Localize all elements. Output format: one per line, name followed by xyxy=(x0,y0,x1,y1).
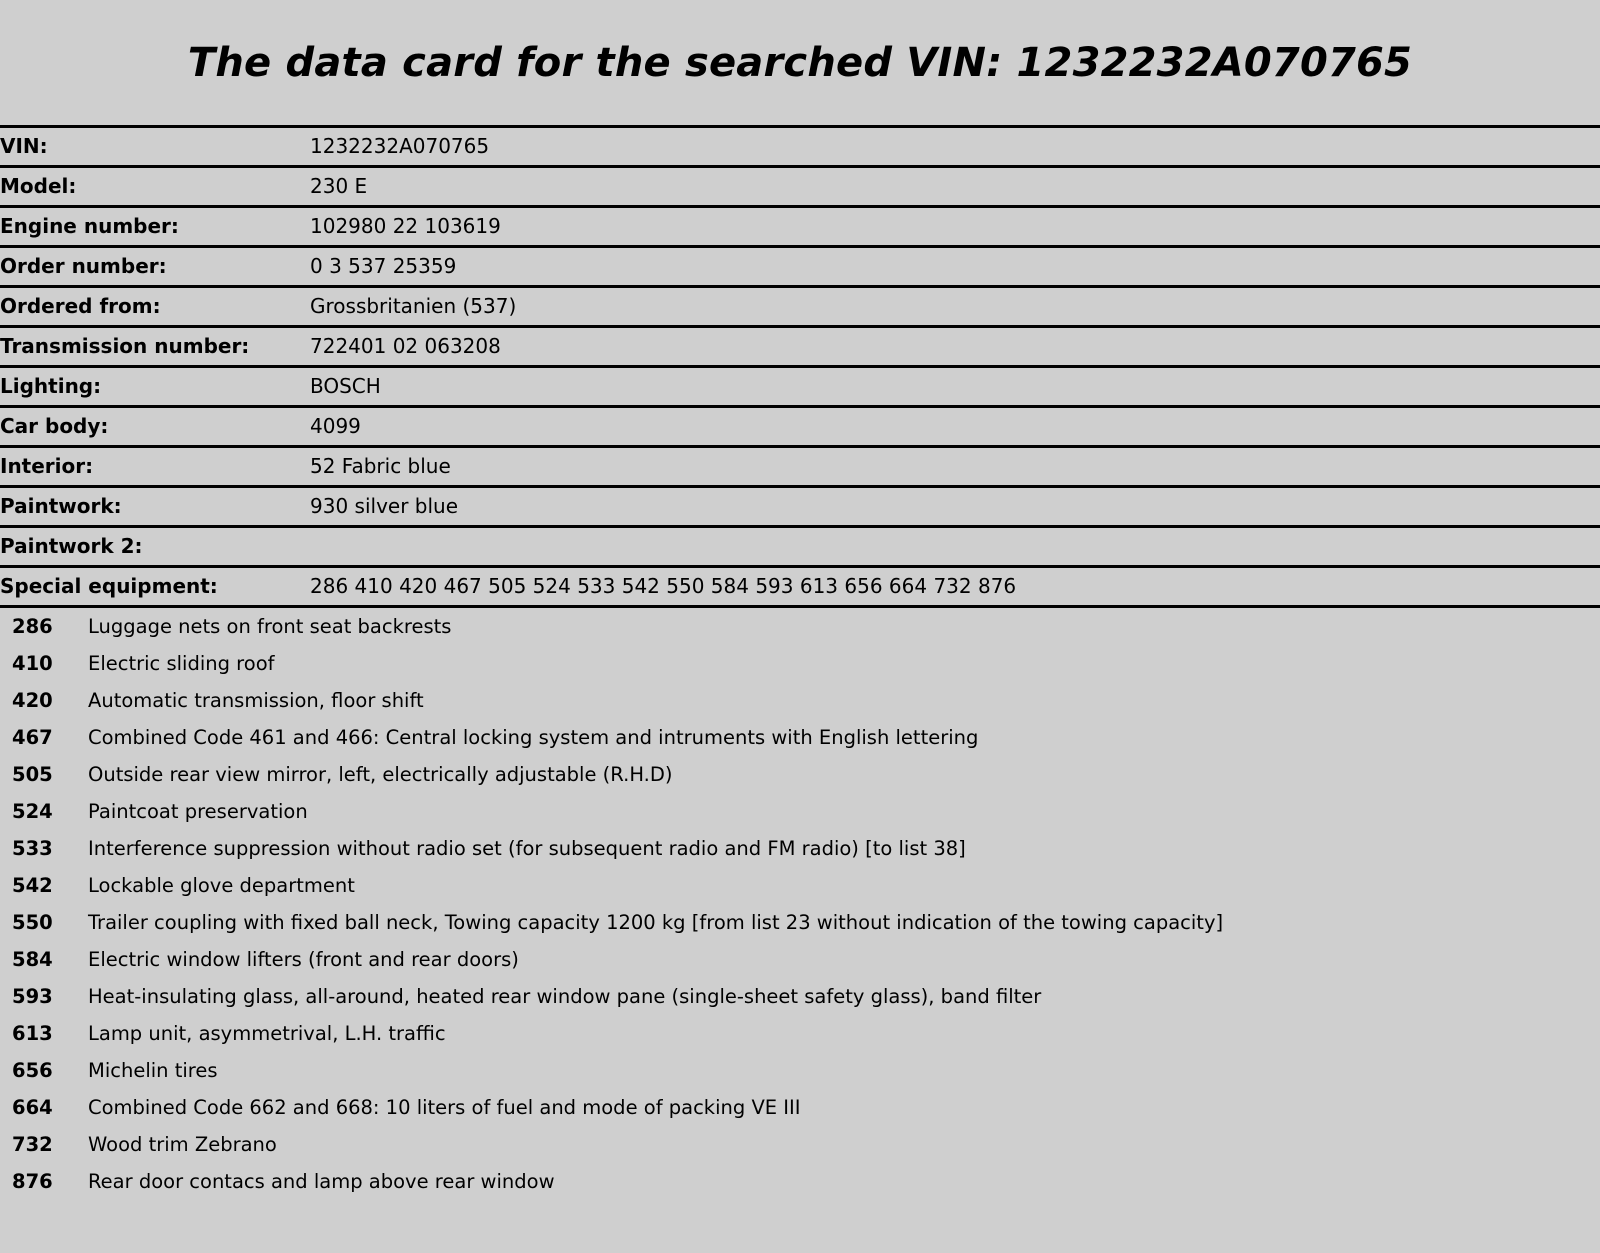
list-item xyxy=(0,1052,1600,1089)
field-value-car-body: 4099 xyxy=(310,407,1600,447)
table-row xyxy=(0,167,1600,207)
equipment-description: Wood trim Zebrano xyxy=(88,1133,277,1156)
equipment-description: Interference suppression without radio set (for subsequent radio and FM radio) [to list 38] xyxy=(88,837,966,860)
special-equipment-body xyxy=(0,608,1600,1200)
list-item xyxy=(0,1015,1600,1052)
equipment-description: Combined Code 662 and 668: 10 liters of fuel and mode of packing VE III xyxy=(88,1096,801,1119)
equipment-code: 613 xyxy=(12,1022,53,1045)
equipment-description: Luggage nets on front seat backrests xyxy=(88,615,452,638)
equipment-description: Lockable glove department xyxy=(88,874,355,897)
table-row xyxy=(0,207,1600,247)
equipment-code: 420 xyxy=(12,689,53,712)
equipment-description: Trailer coupling with fixed ball neck, Towing capacity 1200 kg [from list 23 without indication of the towing capacity] xyxy=(88,911,1224,934)
field-label-interior: Interior: xyxy=(0,447,310,487)
field-label-order-number: Order number: xyxy=(0,247,310,287)
field-value-paintwork-2 xyxy=(310,527,1600,567)
list-item xyxy=(0,941,1600,978)
equipment-description: Paintcoat preservation xyxy=(88,800,308,823)
table-row xyxy=(0,487,1600,527)
table-row xyxy=(0,447,1600,487)
equipment-code: 584 xyxy=(12,948,53,971)
equipment-description: Combined Code 461 and 466: Central locking system and intruments with English lettering xyxy=(88,726,979,749)
field-label-special-equipment: Special equipment: xyxy=(0,567,310,607)
equipment-code: 593 xyxy=(12,985,53,1008)
table-row xyxy=(0,128,1600,167)
field-value-vin: 1232232A070765 xyxy=(310,128,1600,167)
special-equipment-table xyxy=(0,608,1600,1200)
equipment-code: 876 xyxy=(12,1170,53,1193)
field-value-interior: 52 Fabric blue xyxy=(310,447,1600,487)
equipment-description: Heat-insulating glass, all-around, heated rear window pane (single-sheet safety glass), band filter xyxy=(88,985,1042,1008)
field-label-car-body: Car body: xyxy=(0,407,310,447)
list-item xyxy=(0,608,1600,645)
equipment-code: 533 xyxy=(12,837,53,860)
field-value-model: 230 E xyxy=(310,167,1600,207)
field-label-paintwork-2: Paintwork 2: xyxy=(0,527,310,567)
field-label-model: Model: xyxy=(0,167,310,207)
equipment-code: 542 xyxy=(12,874,53,897)
page-header xyxy=(0,0,1600,128)
table-row xyxy=(0,567,1600,607)
list-item xyxy=(0,756,1600,793)
list-item xyxy=(0,1126,1600,1163)
equipment-description: Michelin tires xyxy=(88,1059,218,1082)
list-item xyxy=(0,830,1600,867)
field-label-transmission-number: Transmission number: xyxy=(0,327,310,367)
equipment-description: Lamp unit, asymmetrival, L.H. traffic xyxy=(88,1022,446,1045)
vehicle-details-table xyxy=(0,128,1600,608)
page-title: The data card for the searched VIN: 1232232A070765 xyxy=(187,39,1413,86)
list-item xyxy=(0,867,1600,904)
equipment-code: 505 xyxy=(12,763,53,786)
list-item xyxy=(0,904,1600,941)
equipment-code: 656 xyxy=(12,1059,53,1082)
field-value-engine-number: 102980 22 103619 xyxy=(310,207,1600,247)
field-value-lighting: BOSCH xyxy=(310,367,1600,407)
table-row xyxy=(0,327,1600,367)
field-value-order-number: 0 3 537 25359 xyxy=(310,247,1600,287)
equipment-description: Automatic transmission, floor shift xyxy=(88,689,424,712)
list-item xyxy=(0,682,1600,719)
table-row xyxy=(0,247,1600,287)
field-label-ordered-from: Ordered from: xyxy=(0,287,310,327)
list-item xyxy=(0,793,1600,830)
list-item xyxy=(0,645,1600,682)
field-value-ordered-from: Grossbritanien (537) xyxy=(310,287,1600,327)
equipment-code: 524 xyxy=(12,800,53,823)
equipment-code: 467 xyxy=(12,726,53,749)
field-label-paintwork: Paintwork: xyxy=(0,487,310,527)
equipment-description: Outside rear view mirror, left, electrically adjustable (R.H.D) xyxy=(88,763,673,786)
vehicle-details-body xyxy=(0,128,1600,607)
equipment-description: Rear door contacs and lamp above rear window xyxy=(88,1170,555,1193)
list-item xyxy=(0,1163,1600,1200)
equipment-code: 286 xyxy=(12,615,53,638)
equipment-description: Electric sliding roof xyxy=(88,652,275,675)
table-row xyxy=(0,407,1600,447)
bottom-spacer xyxy=(0,1200,1600,1210)
equipment-code: 732 xyxy=(12,1133,53,1156)
field-value-transmission-number: 722401 02 063208 xyxy=(310,327,1600,367)
list-item xyxy=(0,1089,1600,1126)
table-row xyxy=(0,527,1600,567)
list-item xyxy=(0,719,1600,756)
field-label-lighting: Lighting: xyxy=(0,367,310,407)
equipment-description: Electric window lifters (front and rear doors) xyxy=(88,948,519,971)
field-value-special-equipment: 286 410 420 467 505 524 533 542 550 584 593 613 656 664 732 876 xyxy=(310,567,1600,607)
equipment-code: 550 xyxy=(12,911,53,934)
field-label-engine-number: Engine number: xyxy=(0,207,310,247)
equipment-code: 410 xyxy=(12,652,53,675)
field-label-vin: VIN: xyxy=(0,128,310,167)
list-item xyxy=(0,978,1600,1015)
table-row xyxy=(0,367,1600,407)
field-value-paintwork: 930 silver blue xyxy=(310,487,1600,527)
table-row xyxy=(0,287,1600,327)
equipment-code: 664 xyxy=(12,1096,53,1119)
